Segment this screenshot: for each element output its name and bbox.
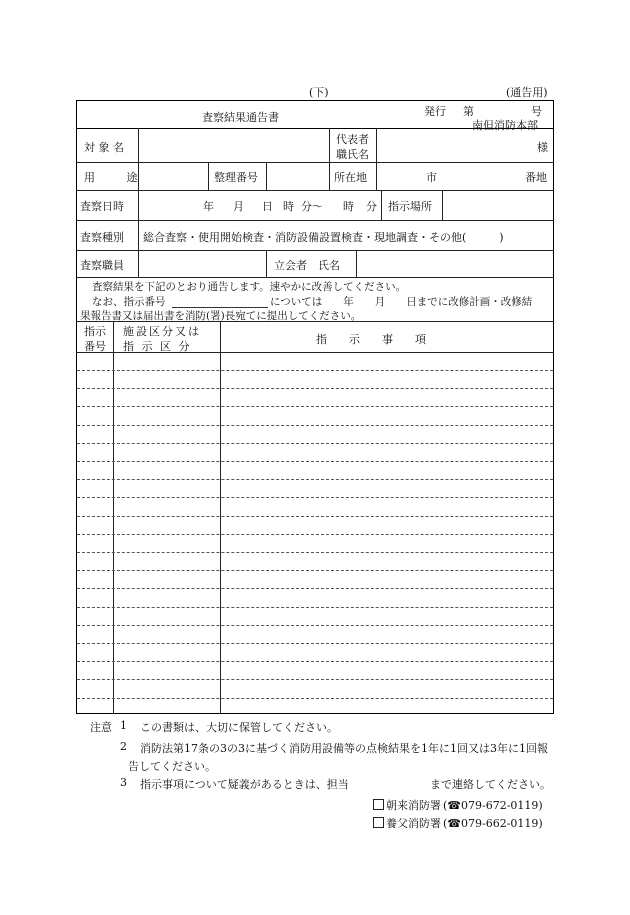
- representative-label-1: 代表者: [336, 133, 369, 146]
- date-month-label: 月: [233, 200, 244, 213]
- instruction-row-line: [77, 661, 553, 662]
- asago-station-name: 朝来消防署: [386, 799, 441, 812]
- date-day-label: 日: [262, 200, 273, 213]
- issue-go: 号: [531, 105, 542, 118]
- time-end-min-label: 分: [366, 200, 377, 213]
- page-position-label: (下): [309, 86, 329, 99]
- instruction-row-line: [77, 388, 553, 389]
- instruction-matter-header: 指 示 事 項: [316, 333, 426, 346]
- use-label: 用 途: [84, 171, 152, 184]
- instruction-row-line: [77, 588, 553, 589]
- form-title: 査察結果通告書: [202, 111, 279, 124]
- representative-label-2: 職氏名: [336, 148, 369, 161]
- asago-checkbox[interactable]: [373, 799, 384, 810]
- yabu-checkbox[interactable]: [373, 817, 384, 828]
- instruction-row-line: [77, 643, 553, 644]
- time-end-hour-label: 時: [343, 200, 354, 213]
- notice-line-2a: なお、指示番号: [92, 296, 166, 308]
- city-label: 市: [426, 171, 437, 184]
- banchi-label: 番地: [525, 171, 547, 184]
- instruction-row-line: [77, 425, 553, 426]
- station-asago: [373, 797, 543, 813]
- inspection-type-options: 総合査察・使用開始検査・消防設備設置検査・現地調査・その他( ): [143, 231, 504, 244]
- time-start-hour-label: 時: [283, 200, 294, 213]
- instruction-row-line: [77, 625, 553, 626]
- note-3-number: 3: [120, 776, 127, 789]
- classification-header-2: 指 示 区 分: [123, 340, 192, 353]
- instruction-row-line: [77, 516, 553, 517]
- note-2-number: 2: [120, 740, 127, 753]
- instruction-row-line: [77, 497, 553, 498]
- location-label: 所在地: [334, 171, 367, 184]
- instruction-row-line: [77, 679, 553, 680]
- issue-prefix: 発行: [424, 105, 446, 118]
- classification-header-1: 施設区分又は: [123, 325, 201, 338]
- instruction-row-line: [77, 443, 553, 444]
- notice-copy-label: (通告用): [506, 86, 548, 99]
- notice-line-2b: については 年 月 日までに改修計画・改修結: [270, 296, 533, 308]
- note-1-text: この書類は、大切に保管してください。: [140, 721, 338, 734]
- instruction-row-line: [77, 570, 553, 571]
- issuer-name: 南但消防本部: [472, 119, 538, 132]
- issue-dai: 第: [463, 105, 474, 118]
- instruction-row-line: [77, 461, 553, 462]
- notes-label: 注意: [90, 721, 112, 734]
- yabu-station-name: 養父消防署: [386, 817, 441, 830]
- note-3-text-a: 指示事項について疑義があるときは、担当: [140, 778, 349, 791]
- notice-line-3: 果報告書又は届出書を消防(署)長宛てに提出してください。: [80, 310, 362, 322]
- instruction-row-line: [77, 607, 553, 608]
- instruction-no-header-2: 番号: [84, 340, 106, 353]
- date-year-label: 年: [203, 200, 214, 213]
- note-3-text-b: まで連絡してください。: [430, 778, 551, 791]
- time-start-min-label: 分～: [301, 200, 323, 213]
- note-2-text-b: 告してください。: [128, 760, 216, 773]
- inspection-date-label: 査察日時: [80, 200, 124, 213]
- instruction-no-header-1: 指示: [84, 325, 106, 338]
- sama-label: 様: [537, 141, 548, 154]
- witness-name-label: 立会者 氏名: [274, 259, 340, 272]
- form-frame: [76, 100, 554, 714]
- instruction-row-line: [77, 534, 553, 535]
- note-2-text-a: 消防法第17条の3の3に基づく消防用設備等の点検結果を1年に1回又は3年に1回報: [140, 742, 548, 755]
- inspector-label: 査察職員: [80, 259, 124, 272]
- yabu-station-tel: (☎079-662-0119): [443, 817, 543, 830]
- instruction-row-line: [77, 370, 553, 371]
- reference-number-label: 整理番号: [214, 171, 258, 184]
- instruction-place-label: 指示場所: [388, 200, 432, 213]
- instruction-row-line: [77, 406, 553, 407]
- inspection-type-label: 査察種別: [80, 231, 124, 244]
- station-yabu: [373, 815, 543, 831]
- instruction-row-line: [77, 698, 553, 699]
- note-1-number: 1: [120, 719, 127, 732]
- instruction-row-line: [77, 552, 553, 553]
- instruction-row-line: [77, 479, 553, 480]
- target-name-label: 対 象 名: [84, 141, 124, 154]
- notice-line-1: 査察結果を下記のとおり通告します。速やかに改善してください。: [92, 281, 407, 293]
- asago-station-tel: (☎079-672-0119): [443, 799, 543, 812]
